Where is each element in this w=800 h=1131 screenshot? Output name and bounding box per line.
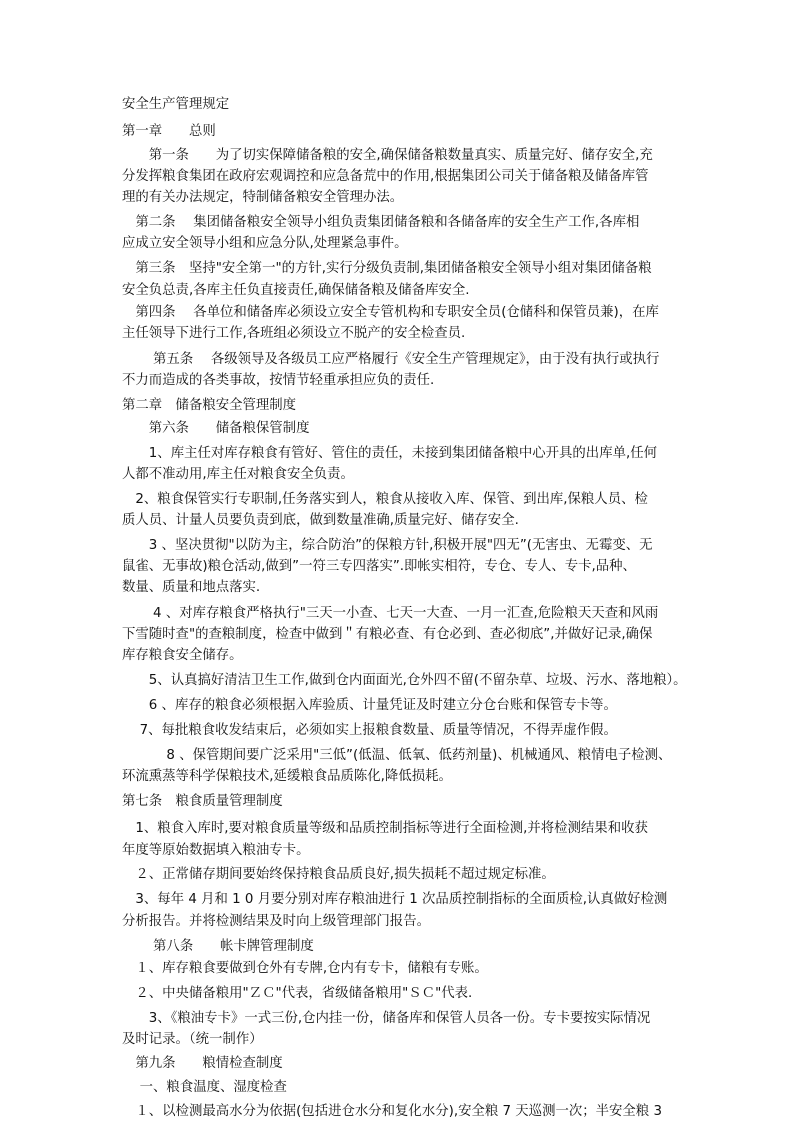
document-line: 人都不准动用,库主任对粮食安全负责。 [122,467,354,482]
document-line: 第一章 总则 [122,124,216,139]
document-line: １、库存粮食要做到仓外有专牌,仓内有专卡，储粮有专账。 [122,961,488,976]
document-line: 第七条 粮食质量管理制度 [122,794,283,809]
document-line: 3、《粮油专卡》一式三份,仓内挂一份，储备库和保管人员各一份。专卡要按实际情况 [122,1011,651,1026]
document-line: 分发挥粮食集团在政府宏观调控和应急备荒中的作用,根据集团公司关于储备粮及储备库管 [122,169,649,184]
document-title: 安全生产管理规定 [122,97,230,112]
document-line: 8 、保管期间要广泛采用"三低”(低温、低氧、低药剂量)、机械通风、粮情电子检测、 [122,748,672,763]
document-line: 1、库主任对库存粮食有管好、管住的责任，未接到集团储备粮中心开具的出库单,任何 [122,446,658,461]
document-line: 分析报告。并将检测结果及时向上级管理部门报告。 [122,914,430,929]
document-line: 3 、坚决贯彻"以防为主，综合防治”的保粮方针,积极开展"四无”(无害虫、无霉变、无 [122,538,653,553]
document-line: ２、中央储备粮用"ＺＣ"代表，省级储备粮用"ＳＣ"代表. [122,986,473,1001]
document-line: 应成立安全领导小组和应急分队,处理紧急事件。 [122,236,408,251]
document-line: 鼠雀、无事故)粮仓活动,做到”一符三专四落实”.即帐实相符，专仓、专人、专卡,品种、 [122,559,636,574]
document-line: 第四条 各单位和储备库必须设立安全专管机构和专职安全员(仓储科和保管员兼)，在库 [122,305,659,320]
document-line: 6 、库存的粮食必须根据入库验质、计量凭证及时建立分仓台账和保管专卡等。 [122,698,617,713]
document-line: 下雪随时查"的查粮制度，检查中做到＂有粮必查、有仓必到、查必彻底”,并做好记录,确保 [122,627,653,642]
document-line: 环流熏蒸等科学保粮技术,延缓粮食品质陈化,降低损耗。 [122,769,452,784]
document-line: 3、每年 4 月和 1 0 月要分别对库存粮油进行 1 次品质控制指标的全面质检,认真做好检测 [122,892,668,907]
document-line: 5、认真搞好清洁卫生工作,做到仓内面面光,仓外四不留(不留杂草、垃圾、污水、落地粮）。 [122,673,687,688]
document-line: 第二章 储备粮安全管理制度 [122,398,297,413]
document-line: 安全负总责,各库主任负直接责任,确保储备粮及储备库安全. [122,283,470,298]
document-line: １、以检测最高水分为依据(包括进仓水分和复化水分),安全粮 7 天巡测一次；半安全粮 3 [122,1104,662,1119]
document-line: 第五条 各级领导及各级员工应严格履行《安全生产管理规定》，由于没有执行或执行 [122,352,660,367]
document-line: 4 、对库存粮食严格执行"三天一小查、七天一大查、一月一汇查,危险粮天天查和风雨 [122,606,659,621]
document-line: 数量、质量和地点落实. [122,580,261,595]
document-line: 第二条 集团储备粮安全领导小组负责集团储备粮和各储备库的安全生产工作,各库相 [122,215,640,230]
document-line: 第三条 坚持"安全第一"的方针,实行分级负责制,集团储备粮安全领导小组对集团储备粮 [122,261,652,276]
document-line: 第九条 粮情检查制度 [122,1056,283,1071]
document-line: 库存粮食安全储存。 [122,648,243,663]
document-line: 年度等原始数据填入粮油专卡。 [122,843,310,858]
document-line: 第八条 帐卡牌管理制度 [122,939,314,954]
document-line: 主任领导下进行工作,各班组必须设立不脱产的安全检查员. [122,326,466,341]
document-line: 第一条 为了切实保障储备粮的安全,确保储备粮数量真实、质量完好、储存安全,充 [122,148,653,163]
document-line: 一、粮食温度、湿度检查 [122,1080,287,1095]
document-line: 及时记录。（统一制作） [122,1032,263,1047]
document-line: 7、每批粮食收发结束后，必须如实上报粮食数量、质量等情况，不得弄虚作假。 [122,723,617,738]
document-line: 不力而造成的各类事故，按情节轻重承担应负的责任. [122,373,435,388]
document-line: 第六条 储备粮保管制度 [122,421,310,436]
document-line: 2、粮食保管实行专职制,任务落实到人，粮食从接收入库、保管、到出库,保粮人员、检 [122,492,648,507]
document-line: ２、正常储存期间要始终保持粮食品质良好,损失损耗不超过规定标准。 [122,867,555,882]
document-line: 1、粮食入库时,要对粮食质量等级和品质控制指标等进行全面检测,并将检测结果和收获 [122,821,648,836]
document-line: 质人员、计量人员要负责到底，做到数量准确,质量完好、储存安全. [122,513,519,528]
document-line: 理的有关办法规定，特制储备粮安全管理办法。 [122,190,404,205]
